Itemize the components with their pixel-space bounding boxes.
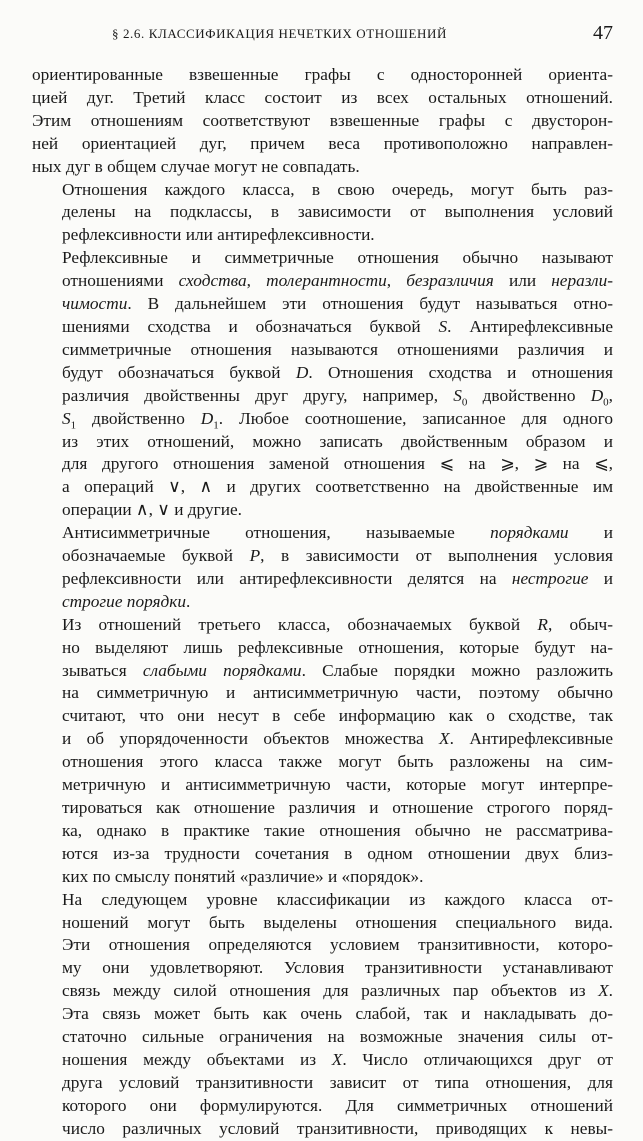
- text-line: [32, 156, 613, 179]
- text-run: .: [608, 981, 613, 1001]
- italic-run: S: [438, 316, 448, 336]
- paragraph-5: [32, 614, 613, 889]
- text-line: [32, 270, 613, 293]
- text-run: друга условий транзитивности зависит от типа отношения, для: [62, 1072, 613, 1092]
- subscript: 1: [70, 419, 77, 432]
- italic-run: сходства: [178, 271, 247, 291]
- text-run: отношениями: [62, 271, 179, 291]
- text-line: [32, 1072, 613, 1095]
- text-run: но выделяют лишь рефлексивные отношения, которые будут на-: [62, 637, 613, 657]
- paragraph-1: [32, 64, 613, 179]
- text-run: различия двойственны друг другу, например,: [62, 385, 454, 405]
- text-line: [32, 453, 613, 476]
- subscript: 0: [603, 396, 609, 409]
- text-run: . Отношения сходства и отношения: [308, 362, 613, 382]
- text-line: [32, 568, 613, 591]
- text-line: [32, 339, 613, 362]
- text-line: [32, 1026, 613, 1049]
- text-line: [32, 843, 613, 866]
- italic-run: слабыми порядками: [142, 660, 302, 680]
- text-run: рефлексивности или антирефлексивности.: [62, 225, 375, 245]
- body-text: [32, 64, 613, 1141]
- text-run: Из отношений третьего класса, обозначаемых буквой: [62, 614, 538, 634]
- text-line: [32, 64, 613, 87]
- text-line: [32, 1095, 613, 1118]
- text-line: [32, 1049, 613, 1072]
- text-line: [32, 133, 613, 156]
- text-line: [32, 362, 613, 385]
- text-line: [32, 774, 613, 797]
- text-run: считают, что они несут в себе информацию как о сходстве, так: [62, 706, 613, 726]
- text-run: ка, однако в практике такие отношения обычно не рассматрива-: [62, 820, 613, 840]
- text-line: [32, 201, 613, 224]
- italic-run: нестрогие: [511, 568, 589, 588]
- text-run: которого они формулируются. Для симметричных отношений: [62, 1095, 613, 1115]
- page-header: [32, 22, 613, 50]
- text-run: ношений могут быть выделены отношения специального вида.: [62, 912, 613, 932]
- italic-run: порядками: [490, 523, 569, 543]
- text-line: [32, 889, 613, 912]
- text-run: или: [493, 271, 552, 291]
- text-run: статочно сильные ограничения на возможные значения силы от-: [62, 1027, 613, 1047]
- italic-run: S: [62, 408, 71, 428]
- italic-run: безразличия: [406, 271, 494, 291]
- text-run: связь между силой отношения для различных пар объектов из: [62, 981, 599, 1001]
- text-run: и: [568, 523, 613, 543]
- text-line: [32, 1003, 613, 1026]
- text-run: отношения этого класса также могут быть разложены на сим-: [62, 752, 613, 772]
- italic-run: X: [331, 1049, 343, 1069]
- text-line: [32, 545, 613, 568]
- italic-run: толерантности: [266, 271, 387, 291]
- italic-run: D: [295, 362, 309, 382]
- text-run: .: [186, 591, 191, 611]
- paragraph-4: [32, 522, 613, 614]
- text-run: На следующем уровне классификации из каждого класса от-: [62, 889, 613, 909]
- text-run: цией дуг. Третий класс состоит из всех остальных отношений.: [32, 87, 613, 107]
- text-run: . Любое соотношение, записанное для одного: [218, 408, 613, 428]
- text-run: тироваться как отношение различия и отношение строгого поряд-: [62, 798, 613, 817]
- italic-run: D: [590, 385, 604, 405]
- text-run: Эта связь может быть как очень слабой, так и накладывать до-: [62, 1004, 613, 1024]
- running-head: § 2.6. КЛАССИФИКАЦИЯ НЕЧЕТКИХ ОТНОШЕНИЙ: [112, 26, 447, 41]
- text-run: ются из-за трудности сочетания в одном отношении двух близ-: [62, 843, 613, 863]
- paragraph-2: [32, 179, 613, 248]
- text-run: му они удовлетворяют. Условия транзитивности устанавливают: [62, 958, 613, 978]
- text-run: из этих отношений, можно записать двойственным образом и: [62, 431, 613, 451]
- text-line: [32, 637, 613, 660]
- text-run: ней ориентацией дуг, причем веса противоположно направлен-: [32, 133, 613, 153]
- text-run: ориентированные взвешенные графы с односторонней ориента-: [32, 65, 613, 84]
- text-run: обозначаемые буквой: [62, 546, 250, 566]
- text-run: симметричные отношения называются отношениями различия и: [62, 339, 613, 359]
- text-run: ,: [608, 385, 613, 405]
- text-line: [32, 797, 613, 820]
- text-line: [32, 476, 613, 499]
- page-number: 47: [593, 22, 613, 44]
- text-run: будут обозначаться буквой: [62, 362, 296, 382]
- text-run: . В дальнейшем эти отношения будут называться отно-: [127, 294, 613, 314]
- subscript: 0: [461, 396, 468, 409]
- text-run: и об упорядоченности объектов множества: [62, 729, 440, 749]
- text-run: операции ∧, ∨ и другие.: [62, 500, 242, 520]
- italic-run: X: [598, 981, 609, 1001]
- text-run: для другого отношения заменой отношения ⩽ на ⩾, ⩾ на ⩽,: [62, 454, 613, 474]
- text-line: [32, 591, 613, 614]
- text-line: [32, 660, 613, 683]
- text-run: метричную и антисимметричную части, которые могут интерпре-: [62, 775, 613, 795]
- text-run: . Слабые порядки можно разложить: [301, 660, 614, 680]
- text-line: [32, 522, 613, 545]
- text-line: [32, 385, 613, 408]
- text-run: на симметричную и антисимметричную части, поэтому обычно: [62, 683, 613, 703]
- text-run: . Антирефлексивные: [447, 316, 613, 336]
- text-run: Эти отношения определяются условием транзитивности, которо-: [62, 935, 613, 955]
- text-run: двойственно: [76, 408, 201, 428]
- text-run: двойственно: [467, 385, 591, 405]
- italic-run: S: [453, 385, 462, 405]
- text-line: [32, 1118, 613, 1141]
- text-run: рефлексивности или антирефлексивности делятся на: [62, 568, 512, 588]
- text-run: зываться: [62, 660, 143, 680]
- text-run: Антисимметричные отношения, называемые: [62, 523, 491, 543]
- text-line: [32, 499, 613, 522]
- subscript: 1: [213, 419, 219, 432]
- text-line: [32, 866, 613, 889]
- italic-run: D: [200, 408, 214, 428]
- text-line: [32, 820, 613, 843]
- text-line: [32, 682, 613, 705]
- text-run: шениями сходства и обозначаться буквой: [62, 316, 439, 336]
- italic-run: X: [439, 729, 450, 749]
- text-line: [32, 110, 613, 133]
- text-run: делены на подклассы, в зависимости от выполнения условий: [62, 202, 613, 222]
- italic-run: чимости: [62, 294, 128, 314]
- text-run: и: [588, 568, 613, 588]
- text-line: [32, 316, 613, 339]
- text-line: [32, 408, 613, 431]
- text-line: [32, 934, 613, 957]
- text-run: . Число отличающихся друг от: [342, 1049, 613, 1069]
- text-line: [32, 247, 613, 270]
- text-line: [32, 179, 613, 202]
- italic-run: неразли-: [551, 271, 613, 291]
- text-run: число различных условий транзитивности, приводящих к невы-: [62, 1118, 613, 1138]
- text-run: , в зависимости от выполнения условия: [260, 546, 613, 566]
- text-run: ,: [386, 271, 407, 291]
- text-run: ных дуг в общем случае могут не совпадать.: [32, 156, 360, 176]
- text-line: [32, 614, 613, 637]
- text-run: , обыч-: [547, 614, 613, 634]
- text-run: ношения между объектами из: [62, 1049, 332, 1069]
- text-run: Рефлексивные и симметричные отношения обычно называют: [62, 248, 613, 268]
- text-line: [32, 912, 613, 935]
- text-run: а операций ∨, ∧ и других соответственно на двойственные им: [62, 477, 613, 497]
- text-run: Этим отношениям соответствуют взвешенные графы с двусторон-: [32, 110, 613, 130]
- paragraph-3: [32, 247, 613, 522]
- italic-run: строгие порядки: [62, 591, 186, 611]
- text-line: [32, 705, 613, 728]
- text-run: ких по смыслу понятий «различие» и «порядок».: [62, 866, 424, 886]
- text-line: [32, 224, 613, 247]
- text-line: [32, 957, 613, 980]
- italic-run: R: [537, 614, 548, 634]
- text-run: . Антирефлексивные: [449, 729, 613, 749]
- text-run: Отношения каждого класса, в свою очередь, могут быть раз-: [62, 179, 613, 199]
- paragraph-6: [32, 889, 613, 1141]
- italic-run: P: [249, 546, 261, 566]
- text-line: [32, 431, 613, 454]
- text-line: [32, 293, 613, 316]
- text-line: [32, 728, 613, 751]
- text-run: ,: [246, 271, 267, 291]
- text-line: [32, 87, 613, 110]
- text-line: [32, 751, 613, 774]
